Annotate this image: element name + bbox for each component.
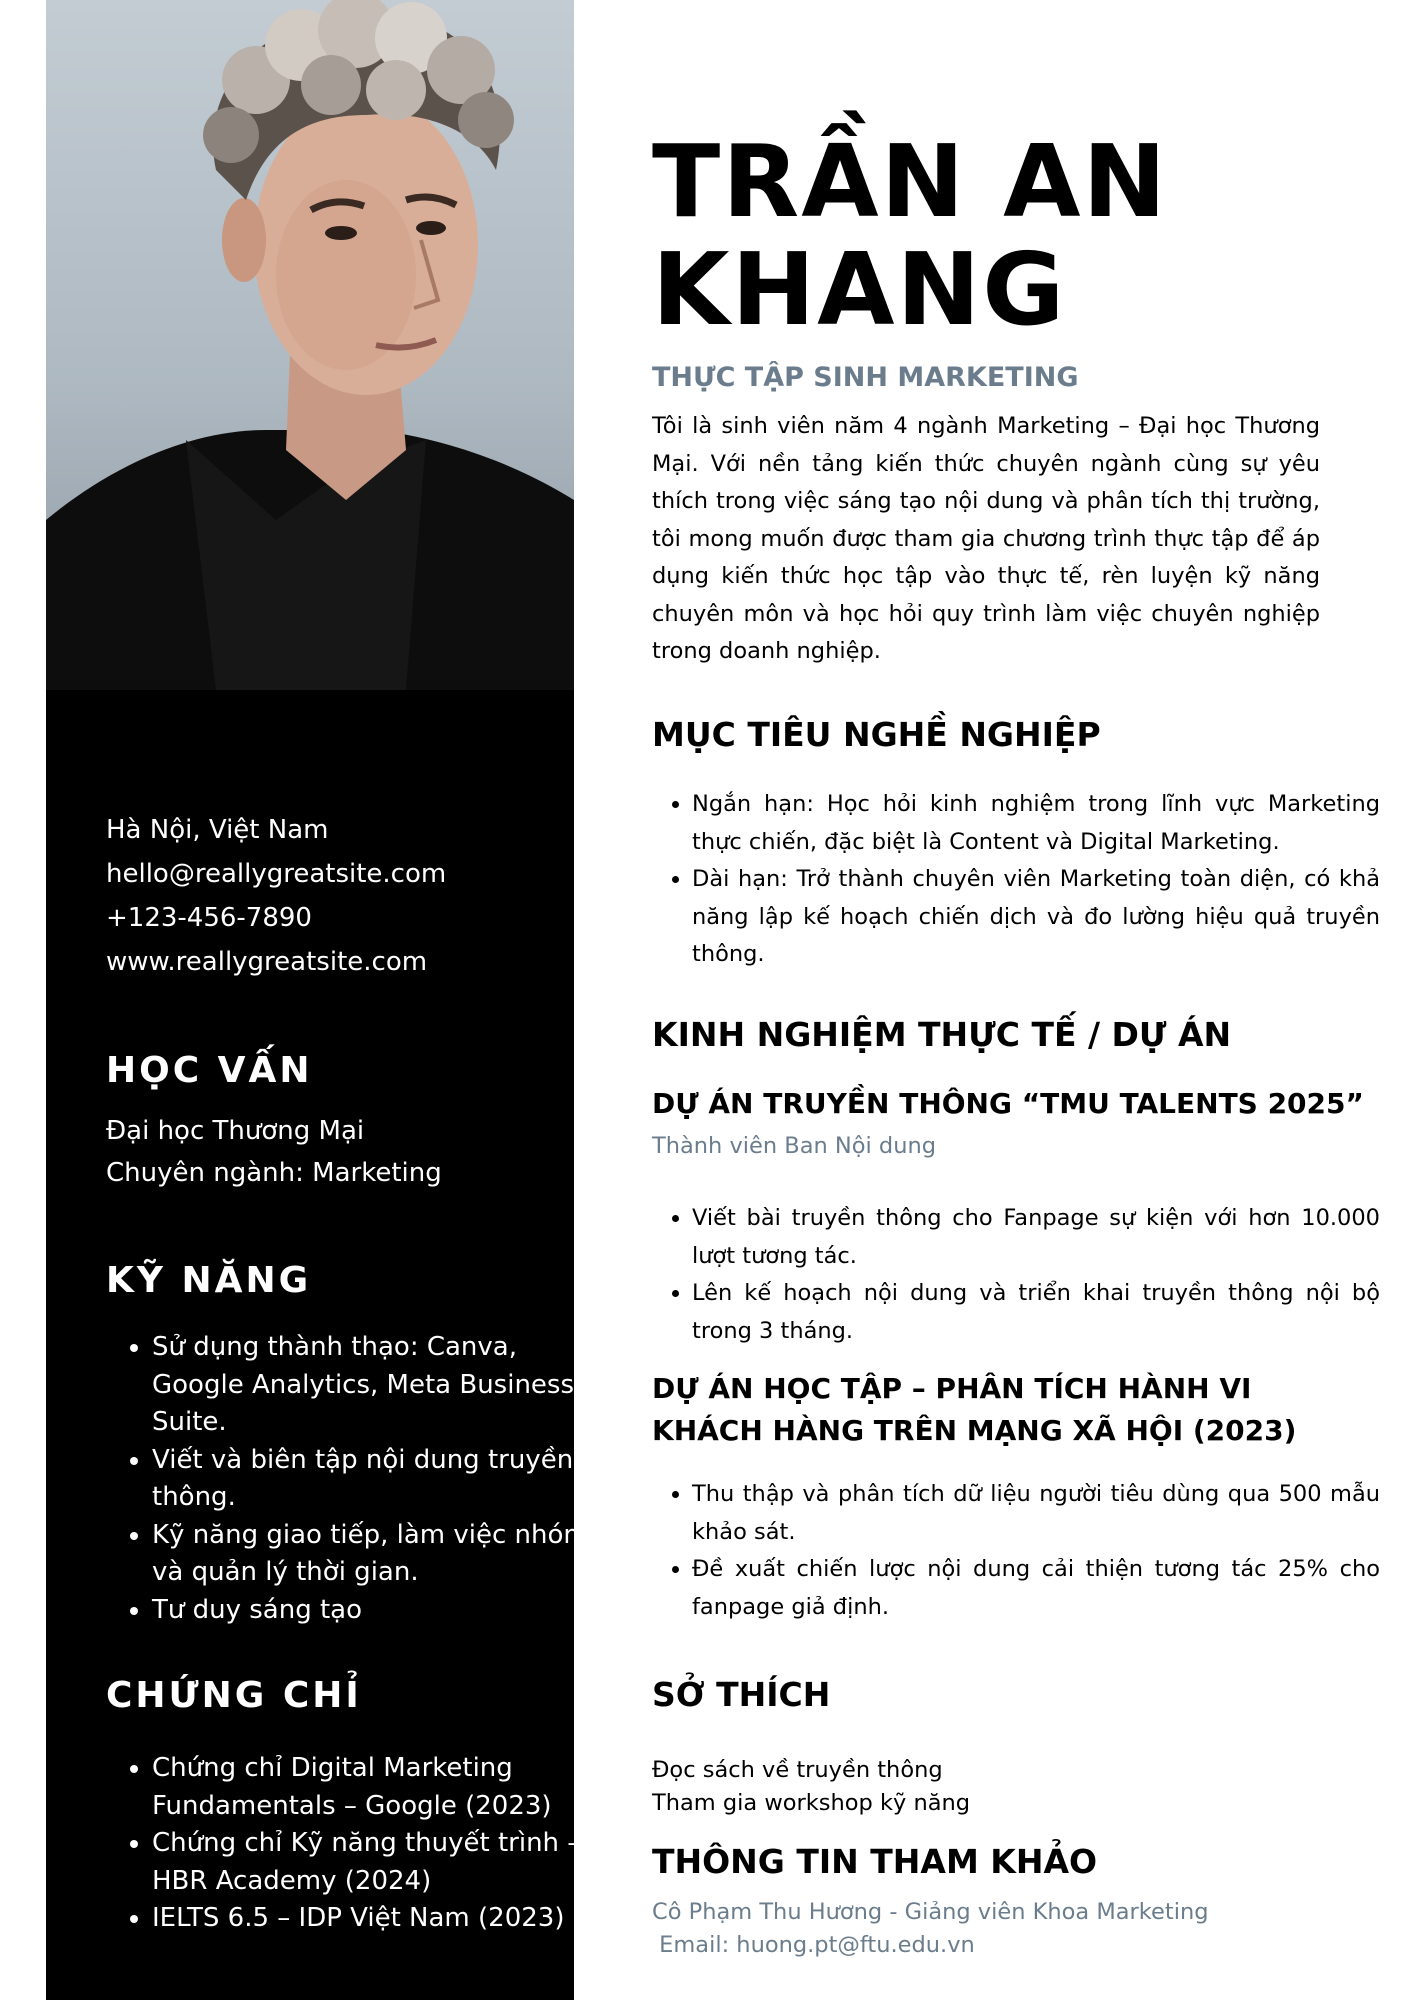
- list-item: • Chứng chỉ Digital Marketing Fundamentals – Google (2023): [152, 1750, 592, 1825]
- website-link[interactable]: www.reallygreatsite.com: [106, 947, 428, 977]
- profile-summary: Tôi là sinh viên năm 4 ngành Marketing – Đại học Thương Mại. Với nền tảng kiến thức chuyên ngành cùng sự yêu thích trong việc sáng tạo nội dung và phân tích thị trường, tôi mong muốn được tham gia chương trình thực tập để áp dụng kiến thức học tập vào thực tế, rèn luyện kỹ năng chuyên môn và học hỏi quy trình làm việc chuyên nghiệp trong doanh nghiệp.: [652, 413, 1320, 664]
- list-item: • Chứng chỉ Kỹ năng thuyết trình – HBR Academy (2024): [152, 1825, 592, 1900]
- reference-email-link[interactable]: Email: huong.pt@ftu.edu.vn: [652, 1932, 975, 1958]
- project2-list: [652, 1476, 1380, 1626]
- hobbies-list: [652, 1754, 970, 1820]
- project1-role: Thành viên Ban Nội dung: [652, 1133, 937, 1159]
- list-item: • Thu thập và phân tích dữ liệu người tiêu dùng qua 500 mẫu khảo sát.: [692, 1476, 1380, 1551]
- education-school: Đại học Thương Mại: [106, 1116, 365, 1146]
- list-item: • IELTS 6.5 – IDP Việt Nam (2023): [152, 1900, 592, 1938]
- portrait-illustration: [46, 0, 574, 690]
- certificates-heading: CHỨNG CHỈ: [106, 1675, 362, 1716]
- profile-photo: [46, 0, 574, 690]
- reference-info: [652, 1896, 1209, 1962]
- project2-title: DỰ ÁN HỌC TẬP – PHÂN TÍCH HÀNH VI KHÁCH HÀNG TRÊN MẠNG XÃ HỘI (2023): [652, 1372, 1297, 1447]
- certificates-list: [106, 1750, 592, 1938]
- list-item: • Đề xuất chiến lược nội dung cải thiện tương tác 25% cho fanpage giả định.: [692, 1551, 1380, 1626]
- list-item: Tham gia workshop kỹ năng: [652, 1790, 971, 1816]
- experience-heading: KINH NGHIỆM THỰC TẾ / DỰ ÁN: [652, 1015, 1232, 1054]
- job-title: THỰC TẬP SINH MARKETING: [652, 362, 1079, 393]
- name-line-1: TRẦN AN: [652, 123, 1169, 240]
- hobbies-heading: SỞ THÍCH: [652, 1675, 831, 1714]
- list-item: • Sử dụng thành thạo: Canva, Google Analytics, Meta Business Suite.: [152, 1329, 592, 1442]
- location-text: Hà Nội, Việt Nam: [106, 815, 329, 845]
- list-item: • Dài hạn: Trở thành chuyên viên Marketing toàn diện, có khả năng lập kế hoạch chiến dịch và đo lường hiệu quả truyền thông.: [692, 861, 1380, 974]
- skills-list: [106, 1329, 592, 1629]
- education-major: Chuyên ngành: Marketing: [106, 1158, 442, 1188]
- goals-list: [652, 786, 1380, 974]
- project1-title: DỰ ÁN TRUYỀN THÔNG “TMU TALENTS 2025”: [652, 1087, 1364, 1120]
- list-item: Đọc sách về truyền thông: [652, 1757, 943, 1783]
- list-item: • Lên kế hoạch nội dung và triển khai truyền thông nội bộ trong 3 tháng.: [692, 1275, 1380, 1350]
- reference-person: Cô Phạm Thu Hương - Giảng viên Khoa Marketing: [652, 1899, 1209, 1925]
- email-link[interactable]: hello@reallygreatsite.com: [106, 859, 447, 889]
- list-item: • Tư duy sáng tạo: [152, 1592, 592, 1630]
- goals-heading: MỤC TIÊU NGHỀ NGHIỆP: [652, 715, 1101, 754]
- name-line-2: KHANG: [652, 231, 1067, 348]
- project1-list: [652, 1200, 1380, 1350]
- phone-text: +123-456-7890: [106, 903, 312, 933]
- list-item: • Kỹ năng giao tiếp, làm việc nhóm và quản lý thời gian.: [152, 1517, 592, 1592]
- education-heading: HỌC VẤN: [106, 1050, 313, 1091]
- references-heading: THÔNG TIN THAM KHẢO: [652, 1842, 1098, 1881]
- candidate-name: [652, 123, 1169, 348]
- list-item: • Viết và biên tập nội dung truyền thông.: [152, 1442, 592, 1517]
- list-item: • Ngắn hạn: Học hỏi kinh nghiệm trong lĩnh vực Marketing thực chiến, đặc biệt là Content và Digital Marketing.: [692, 786, 1380, 861]
- skills-heading: KỸ NĂNG: [106, 1260, 312, 1301]
- sidebar: [46, 0, 589, 2000]
- education-section: [106, 1110, 442, 1194]
- contact-info: [106, 808, 446, 984]
- list-item: • Viết bài truyền thông cho Fanpage sự kiện với hơn 10.000 lượt tương tác.: [692, 1200, 1380, 1275]
